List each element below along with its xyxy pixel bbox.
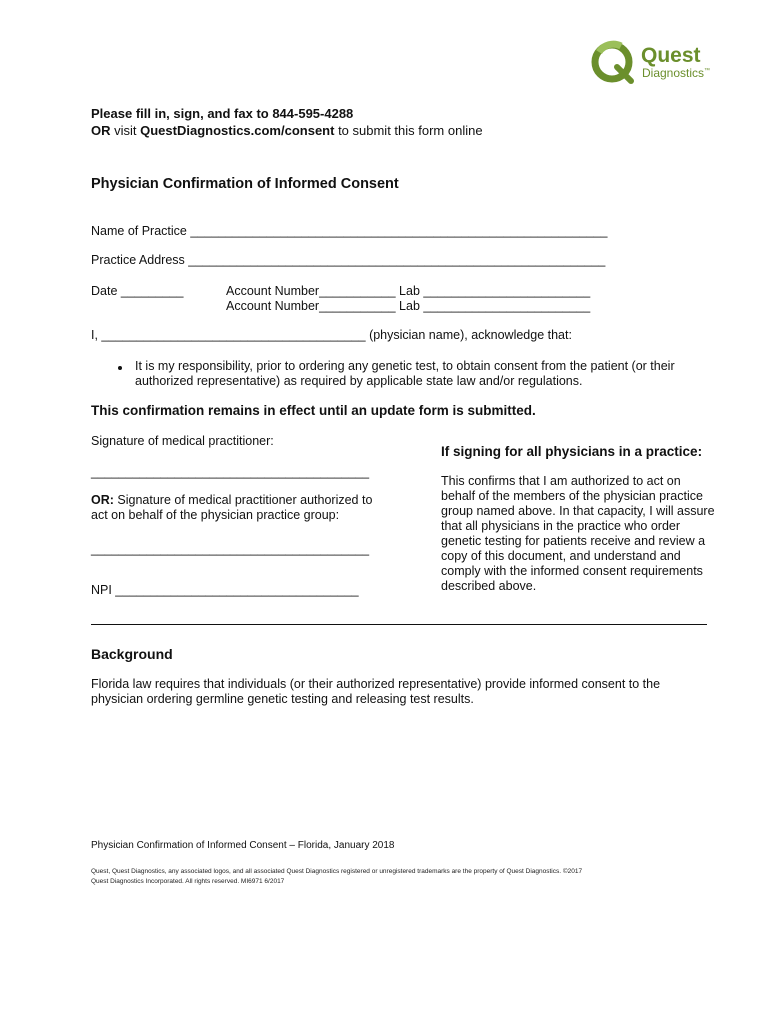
or-label: OR	[91, 123, 111, 138]
npi-field[interactable]: NPI ___________________________________	[91, 583, 359, 597]
practice-address-field[interactable]: Practice Address ____________________________________________________________	[91, 253, 606, 267]
account-number-lab-field-1[interactable]: Account Number___________ Lab ________________________	[226, 284, 591, 298]
date-field[interactable]: Date _________	[91, 284, 184, 298]
logo-brand-quest: Quest	[641, 44, 701, 67]
group-signature-text: Signature of medical practitioner authorized to act on behalf of the physician practice group:	[91, 493, 373, 522]
quest-q-logo-icon	[591, 40, 637, 84]
bullet-dot	[118, 366, 122, 370]
fax-instructions: Please fill in, sign, and fax to 844-595-4288	[91, 106, 354, 121]
form-title: Physician Confirmation of Informed Consent	[91, 176, 399, 192]
online-instructions	[91, 123, 483, 138]
group-signature-label	[91, 493, 391, 523]
background-text: Florida law requires that individuals (or their authorized representative) provide informed consent to the physician ordering germline genetic testing and releasing test results.	[91, 677, 661, 706]
quest-diagnostics-logo	[591, 40, 721, 84]
account-number-lab-field-2[interactable]: Account Number___________ Lab ________________________	[226, 299, 591, 313]
effect-notice: This confirmation remains in effect until an update form is submitted.	[91, 403, 536, 418]
consent-responsibility-statement: It is my responsibility, prior to ordering any genetic test, to obtain consent from the patient (or their authorized representative) as required by applicable state law and/or regulations.	[135, 359, 675, 388]
footer-legal-notice: Quest, Quest Diagnostics, any associated logos, and all associated Quest Diagnostics registered or unregistered trademarks are the property of Quest Diagnostics. ©2017 Quest Diagnostics Incorporated. All rights reserved. MI6971 6/2017	[91, 868, 583, 885]
signature-label: Signature of medical practitioner:	[91, 434, 274, 448]
background-heading: Background	[91, 646, 173, 662]
group-signature-line[interactable]: ________________________________________	[91, 542, 370, 556]
signature-line[interactable]: ________________________________________	[91, 465, 370, 479]
practice-signing-text: This confirms that I am authorized to act on behalf of the members of the physician practice group named above. In that capacity, I will assure that all physicians in the practice who order genetic testing for patients receive and review a copy of this document, and understand and comply with the informed consent requirements described above.	[441, 474, 715, 592]
logo-brand-diagnostics-text: Diagnostics	[642, 66, 705, 80]
consent-url-link[interactable]: QuestDiagnostics.com/consent	[140, 123, 335, 138]
practice-name-field[interactable]: Name of Practice ____________________________________________________________	[91, 224, 608, 238]
or-label: OR:	[91, 493, 114, 507]
footer-form-name: Physician Confirmation of Informed Consent – Florida, January 2018	[91, 840, 395, 851]
logo-brand-diagnostics	[642, 66, 710, 80]
trademark-symbol: ™	[704, 68, 711, 74]
submit-online-text: to submit this form online	[334, 123, 483, 138]
section-divider	[91, 624, 707, 625]
practice-signing-title: If signing for all physicians in a practice:	[441, 444, 703, 459]
physician-name-field[interactable]: I, ______________________________________ (physician name), acknowledge that:	[91, 328, 572, 342]
visit-text: visit	[110, 123, 141, 138]
